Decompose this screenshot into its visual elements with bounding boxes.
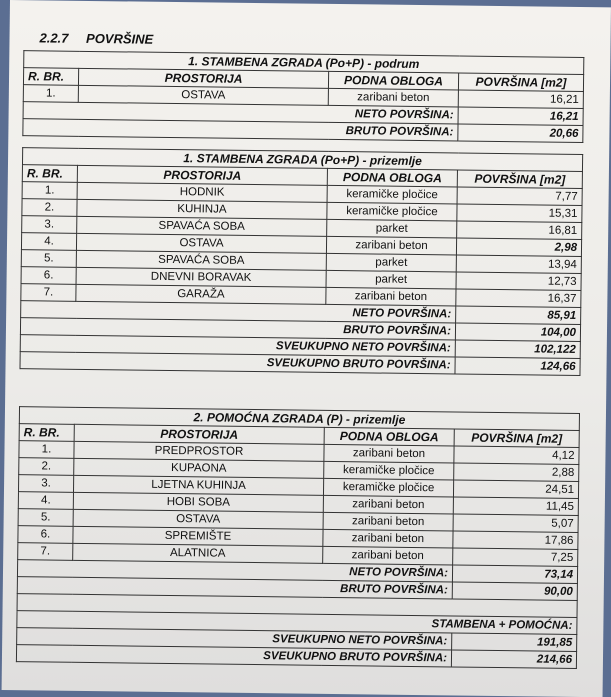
floor-type: keramičke pločice bbox=[323, 478, 453, 497]
col-header-povrsina: POVRŠINA [m2] bbox=[457, 170, 582, 189]
floor-type: zaribani beton bbox=[326, 236, 456, 255]
room-area: 16,21 bbox=[458, 90, 583, 109]
neto-value: 16,21 bbox=[458, 107, 583, 126]
row-number: 1. bbox=[22, 182, 77, 200]
bruto-label: BRUTO POVRŠINA: bbox=[17, 577, 452, 599]
room-area: 24,51 bbox=[453, 480, 578, 499]
floor-type: parket bbox=[326, 270, 456, 289]
room-name: SPAVAĆA SOBA bbox=[77, 216, 327, 236]
bruto-label: BRUTO POVRŠINA: bbox=[20, 318, 455, 340]
neto-label: NETO POVRŠINA: bbox=[23, 102, 458, 124]
sveukupno-neto-label: SVEUKUPNO NETO POVRŠINA: bbox=[20, 335, 455, 357]
col-header-obloga: PODNA OBLOGA bbox=[327, 168, 457, 187]
room-name: DNEVNI BORAVAK bbox=[76, 267, 326, 287]
floor-type: zaribani beton bbox=[323, 495, 453, 514]
col-header-povrsina: POVRŠINA [m2] bbox=[454, 429, 579, 448]
neto-label: NETO POVRŠINA: bbox=[21, 301, 456, 323]
sveukupno-bruto-value: 124,66 bbox=[455, 357, 580, 376]
floor-type: zaribani beton bbox=[323, 546, 453, 565]
room-name: HOBI SOBA bbox=[73, 492, 323, 512]
room-area: 12,73 bbox=[456, 272, 581, 291]
room-area: 17,86 bbox=[453, 531, 578, 550]
room-name: KUPAONA bbox=[74, 458, 324, 478]
row-number: 3. bbox=[18, 475, 73, 493]
col-header-obloga: PODNA OBLOGA bbox=[324, 427, 454, 446]
sveukupno-bruto-label: SVEUKUPNO BRUTO POVRŠINA: bbox=[20, 352, 455, 374]
row-number: 7. bbox=[21, 284, 76, 302]
room-area: 2,88 bbox=[454, 463, 579, 482]
room-area: 16,81 bbox=[457, 221, 582, 240]
row-number: 7. bbox=[18, 543, 73, 561]
row-number: 2. bbox=[19, 458, 74, 476]
sveukupno-bruto-label: SVEUKUPNO BRUTO POVRŠINA: bbox=[16, 645, 451, 667]
row-number: 6. bbox=[21, 267, 76, 285]
table-title: 2. POMOĆNA ZGRADA (P) - prizemlje bbox=[19, 407, 579, 431]
col-header-rbr: R. BR. bbox=[23, 68, 78, 86]
bruto-label: BRUTO POVRŠINA: bbox=[23, 119, 458, 141]
col-header-rbr: R. BR. bbox=[22, 165, 77, 183]
floor-type: keramičke pločice bbox=[327, 185, 457, 204]
room-name: OSTAVA bbox=[78, 85, 328, 105]
col-header-rbr: R. BR. bbox=[19, 424, 74, 442]
table-pomocna-prizemlje bbox=[16, 406, 580, 669]
room-name: SPAVAĆA SOBA bbox=[76, 250, 326, 270]
bruto-value: 104,00 bbox=[455, 323, 580, 342]
sveukupno-neto-value: 191,85 bbox=[452, 633, 577, 652]
neto-label: NETO POVRŠINA: bbox=[17, 560, 452, 582]
room-area: 4,12 bbox=[454, 446, 579, 465]
col-header-povrsina: POVRŠINA [m2] bbox=[458, 73, 583, 92]
table-podrum bbox=[22, 40, 584, 143]
bruto-value: 90,00 bbox=[452, 582, 577, 601]
room-area: 2,98 bbox=[456, 238, 581, 257]
floor-type: keramičke pločice bbox=[324, 461, 454, 480]
floor-type: zaribani beton bbox=[323, 512, 453, 531]
sveukupno-bruto-value: 214,66 bbox=[451, 650, 576, 669]
row-number: 3. bbox=[22, 216, 77, 234]
row-number: 1. bbox=[19, 441, 74, 459]
room-name: SPREMIŠTE bbox=[73, 526, 323, 546]
row-number: 4. bbox=[21, 233, 76, 251]
floor-type: parket bbox=[326, 253, 456, 272]
col-header-obloga: PODNA OBLOGA bbox=[328, 71, 458, 90]
room-name: OSTAVA bbox=[73, 509, 323, 529]
room-area: 5,07 bbox=[453, 514, 578, 533]
row-number: 2. bbox=[22, 199, 77, 217]
section-title: POVRŠINE bbox=[85, 30, 154, 47]
room-area: 13,94 bbox=[456, 255, 581, 274]
table-stambena-prizemlje bbox=[19, 147, 583, 376]
room-name: ALATNICA bbox=[73, 543, 323, 563]
bruto-value: 20,66 bbox=[458, 124, 583, 143]
floor-type: parket bbox=[327, 219, 457, 238]
row-number: 1. bbox=[23, 85, 78, 103]
neto-value: 73,14 bbox=[452, 565, 577, 584]
floor-type: zaribani beton bbox=[328, 88, 458, 107]
room-name: KUHINJA bbox=[77, 199, 327, 219]
room-name: LJETNA KUHINJA bbox=[73, 475, 323, 495]
combined-label: STAMBENA + POMOĆNA: bbox=[17, 611, 577, 635]
sveukupno-neto-value: 102,122 bbox=[455, 340, 580, 359]
floor-type: zaribani beton bbox=[323, 529, 453, 548]
room-area: 7,77 bbox=[457, 187, 582, 206]
row-number: 5. bbox=[18, 509, 73, 527]
section-number: 2.2.7 bbox=[39, 30, 69, 46]
floor-type: zaribani beton bbox=[324, 444, 454, 463]
row-number: 4. bbox=[18, 492, 73, 510]
document-page bbox=[2, 0, 611, 697]
row-number: 5. bbox=[21, 250, 76, 268]
table-title: 1. STAMBENA ZGRADA (Po+P) - podrum bbox=[24, 51, 584, 75]
col-header-prostorija: PROSTORIJA bbox=[74, 424, 324, 444]
floor-type: zaribani beton bbox=[326, 287, 456, 306]
room-area: 11,45 bbox=[453, 497, 578, 516]
table-title: 1. STAMBENA ZGRADA (Po+P) - prizemlje bbox=[22, 148, 582, 172]
col-header-prostorija: PROSTORIJA bbox=[78, 68, 328, 88]
sveukupno-neto-label: SVEUKUPNO NETO POVRŠINA: bbox=[17, 628, 452, 650]
room-name: GARAŽA bbox=[76, 284, 326, 304]
room-area: 7,25 bbox=[453, 548, 578, 567]
col-header-prostorija: PROSTORIJA bbox=[77, 165, 327, 185]
floor-type: keramičke pločice bbox=[327, 202, 457, 221]
room-name: HODNIK bbox=[77, 182, 327, 202]
room-area: 16,37 bbox=[456, 289, 581, 308]
room-name: OSTAVA bbox=[76, 233, 326, 253]
room-name: PREDPROSTOR bbox=[74, 441, 324, 461]
room-area: 15,31 bbox=[457, 204, 582, 223]
row-number: 6. bbox=[18, 526, 73, 544]
neto-value: 85,91 bbox=[456, 306, 581, 325]
